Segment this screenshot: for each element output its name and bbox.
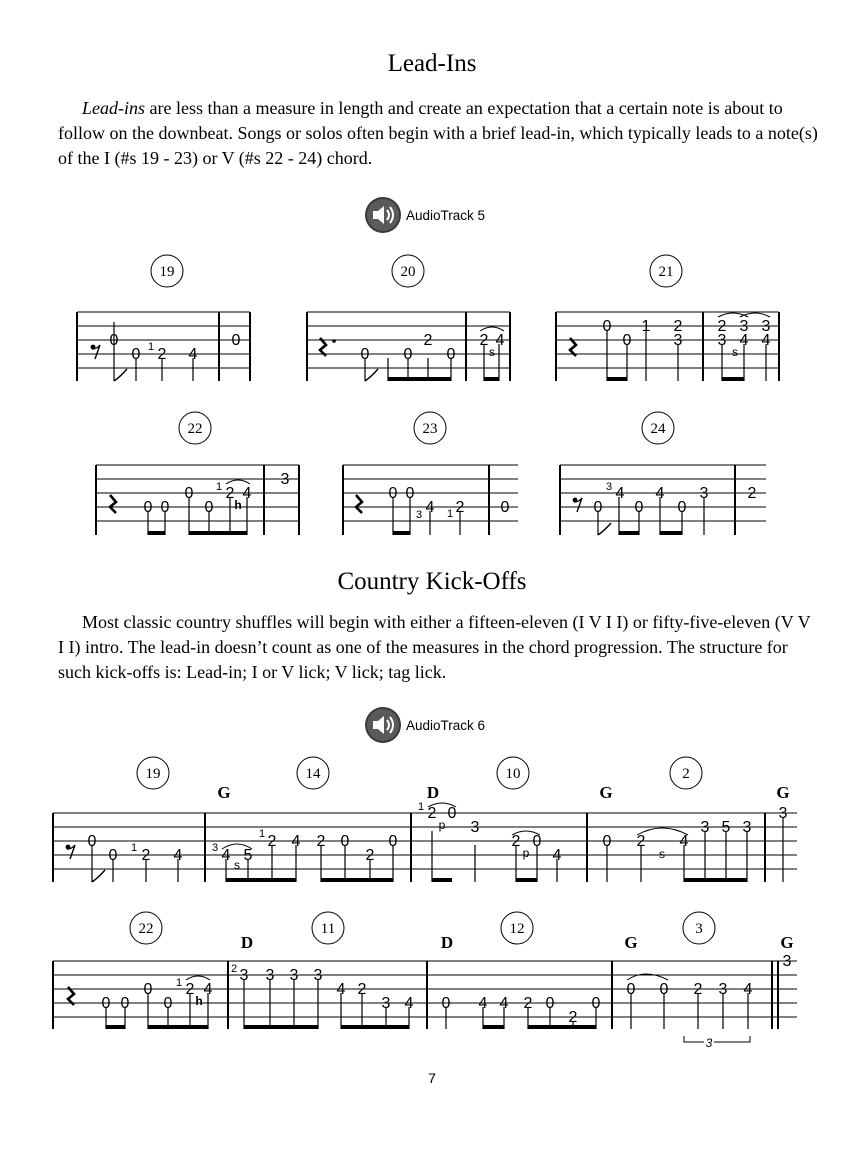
fret: 0 [405,485,415,502]
audio-track-5-button[interactable] [364,195,485,235]
fret: 3 [739,318,749,335]
fret: 3 [280,471,290,488]
example-number: 22 [138,921,154,937]
chord-symbol: G [624,933,638,952]
fret: 4 [221,847,231,864]
fret: 2 [479,332,489,349]
example-20 [307,255,510,381]
fret: 4 [203,981,213,998]
fret: 4 [291,833,301,850]
fret: 4 [739,332,749,349]
fret: 0 [403,346,413,363]
fret: 4 [336,981,346,998]
fret: 2 [427,805,437,822]
fret: 1 [641,318,651,335]
fret: 3 [381,995,391,1012]
example-number: 14 [305,766,321,782]
example-number: 3 [695,921,703,937]
fret: 0 [340,833,350,850]
finger: 3 [211,842,219,854]
slide-mark: s [659,847,665,861]
finger: 1 [130,842,138,854]
example-number: 12 [509,921,525,937]
fret: 2 [636,833,646,850]
example-number: 20 [400,264,416,280]
fret: 2 [511,833,521,850]
fret: 4 [242,485,252,502]
fret: 3 [313,967,323,984]
fret: 0 [101,995,111,1012]
fret: 0 [160,499,170,516]
fret: 0 [120,995,130,1012]
fret: 0 [87,833,97,850]
fret: 4 [499,995,509,1012]
kick-off-row-2 [0,912,864,1052]
fret: 2 [316,833,326,850]
lead-ins-row-1 [0,255,864,390]
finger: 3 [415,509,423,521]
example-21 [556,255,779,381]
fret: 0 [626,981,636,998]
lead-ins-term: Lead-ins [82,98,145,118]
chord-symbol: G [217,783,231,802]
slide-mark: s [234,858,240,872]
slide-mark: s [489,345,495,359]
hammer-mark: h [195,994,203,1008]
fret: 0 [593,499,603,516]
fret: 0 [388,485,398,502]
fret: 4 [679,833,689,850]
finger: 1 [175,977,183,989]
fret: 3 [289,967,299,984]
fret: 2 [141,847,151,864]
kick-off-row-1 [0,755,864,890]
fret: 4 [425,499,435,516]
example-19 [77,255,250,381]
fret: 0 [500,499,510,516]
fret: 3 [699,485,709,502]
example-number: 2 [682,766,690,782]
example-number: 11 [320,921,336,937]
fret: 0 [131,346,141,363]
fret: 3 [742,819,752,836]
example-number: 21 [658,264,674,280]
fret: 3 [673,332,683,349]
fret: 4 [655,485,665,502]
fret: 0 [184,485,194,502]
fret: 0 [622,332,632,349]
fret: 0 [659,981,669,998]
finger: 1 [446,508,454,520]
fret: 4 [761,332,771,349]
fret: 0 [446,346,456,363]
fret: 2 [717,318,727,335]
fret: 3 [717,332,727,349]
fret: 5 [243,847,253,864]
fret: 3 [778,805,788,822]
example-23 [343,412,518,535]
fret: 2 [568,1009,578,1026]
example-number: 24 [650,421,666,437]
fret: 0 [591,995,601,1012]
fret: 4 [173,847,183,864]
lead-ins-paragraph [58,96,818,171]
fret: 2 [365,847,375,864]
finger: 3 [605,481,613,493]
section-title-lead-ins: Lead-Ins [387,50,477,77]
audio-track-6-button[interactable] [364,705,485,745]
example-number: 23 [422,421,438,437]
fret: 0 [602,318,612,335]
finger: 1 [147,341,155,353]
fret: 3 [265,967,275,984]
example-22 [96,412,299,535]
audio-track-5-label: AudioTrack 5 [406,207,486,223]
speaker-icon [364,196,402,234]
fret: 0 [441,995,451,1012]
fret: 4 [743,981,753,998]
fret: 3 [718,981,728,998]
fret: 3 [700,819,710,836]
fret: 0 [108,847,118,864]
fret: 4 [495,332,505,349]
fret: 3 [782,953,792,970]
fret: 0 [231,332,241,349]
fret: 0 [388,833,398,850]
fret: 0 [109,332,119,349]
pull-off-mark: p [522,846,530,860]
fret: 4 [188,346,198,363]
hammer-mark: h [234,498,242,512]
fret: 2 [747,485,757,502]
finger: 2 [230,963,238,975]
fret: 2 [157,346,167,363]
pull-off-mark: p [438,818,446,832]
fret: 0 [163,995,173,1012]
fret: 4 [615,485,625,502]
fret: 2 [693,981,703,998]
example-24 [560,412,766,535]
speaker-icon [364,706,402,744]
fret: 0 [143,981,153,998]
fret: 0 [545,995,555,1012]
fret: 0 [532,833,542,850]
fret: 2 [225,485,235,502]
example-number: 19 [159,264,175,280]
fret: 2 [673,318,683,335]
fret: 2 [523,995,533,1012]
fret: 2 [357,981,367,998]
fret: 3 [761,318,771,335]
fret: 5 [721,819,731,836]
fret: 2 [423,332,433,349]
fret: 0 [204,499,214,516]
section-title-country-kick-offs: Country Kick-Offs [337,568,527,595]
finger: 1 [258,828,266,840]
lead-ins-text: are less than a measure in length and create an expectation that a certain note is about to follow on the downbeat. Songs or solos often begin with a brief lead-in, which typically leads to a note(s) of the I (#s 19 - 23) or V (#s 22 - 24) chord. [58,98,818,168]
chord-symbol: D [240,933,254,952]
chord-symbol: D [440,933,454,952]
example-number: 22 [187,421,203,437]
fret: 0 [602,833,612,850]
chord-symbol: D [426,783,440,802]
example-number: 10 [505,766,521,782]
fret: 2 [185,981,195,998]
finger: 1 [215,481,223,493]
chord-symbol: G [599,783,613,802]
fret: 0 [143,499,153,516]
fret: 0 [447,805,457,822]
slide-mark: s [732,345,738,359]
fret: 2 [455,499,465,516]
lead-ins-row-2 [0,412,864,547]
fret: 0 [634,499,644,516]
example-number: 19 [145,766,161,782]
chord-symbol: G [780,933,794,952]
chord-symbol: G [776,783,790,802]
fret: 3 [470,819,480,836]
kick-offs-paragraph: Most classic country shuffles will begin with either a fifteen-eleven (I V I I) or fifty-five-eleven (V V I I) intro. The lead-in doesn’t count as one of the measures in the chord progression. The structure for such kick-offs is: Lead-in; I or V lick; V lick; tag lick. [58,612,811,682]
fret: 4 [478,995,488,1012]
audio-track-6-label: AudioTrack 6 [406,717,486,733]
fret: 0 [360,346,370,363]
fret: 4 [552,847,562,864]
fret: 4 [404,995,414,1012]
fret: 2 [267,833,277,850]
fret: 3 [239,967,249,984]
fret: 0 [677,499,687,516]
page-number: 7 [428,1070,436,1086]
triplet-mark: 3 [705,1036,713,1050]
finger: 1 [417,801,425,813]
